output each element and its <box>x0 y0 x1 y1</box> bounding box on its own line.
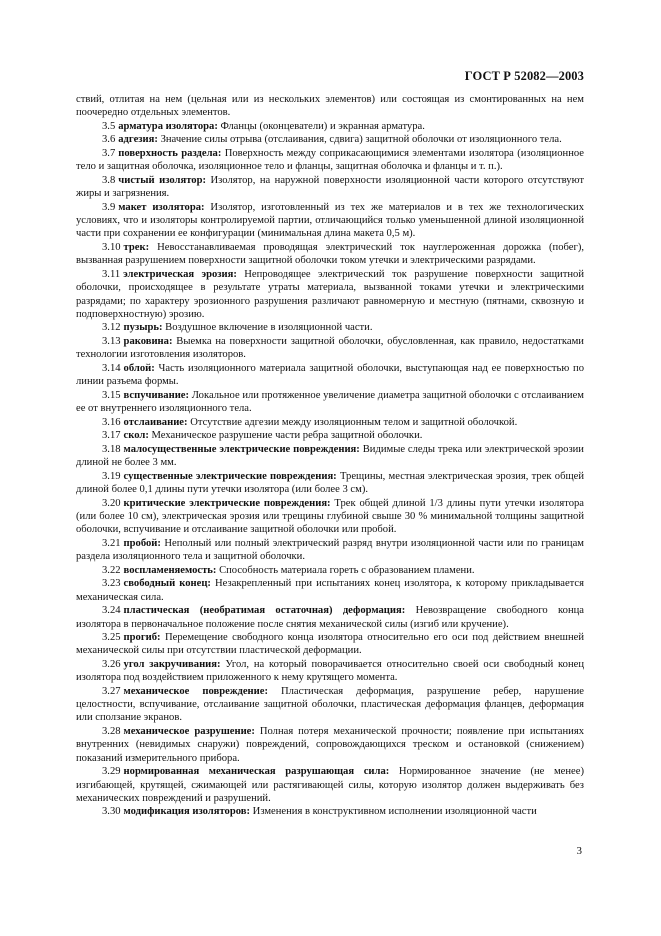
definition-item <box>76 725 584 765</box>
definition-item <box>76 429 584 442</box>
definition-term: пластическая (необратимая остаточная) деформация: <box>123 605 406 617</box>
definition-term: отслаивание: <box>123 416 188 428</box>
definitions-list <box>76 120 584 819</box>
definition-text: Угол, на который поворачивается относительно своей оси свободный конец изолятора под воздействием приложенного к нему крутящего момента. <box>76 659 584 684</box>
definition-number: 3.20 <box>102 497 121 509</box>
definition-text: Невосстанавливаемая проводящая электрический ток науглероженная дорожка (побег), вызванная разрушением поверхности защитной оболочки током утечки и электрическими разрядами. <box>76 242 584 267</box>
definition-term: трек: <box>123 242 150 254</box>
definition-item <box>76 537 584 564</box>
definition-term: малосущественные электрические повреждения: <box>123 443 360 455</box>
definition-number: 3.15 <box>102 389 121 401</box>
page-number: 3 <box>576 845 582 857</box>
definition-text: Фланцы (оконцеватели) и экранная арматура. <box>220 120 425 132</box>
definition-item <box>76 443 584 470</box>
definition-term: облой: <box>123 362 155 374</box>
definition-item <box>76 604 584 631</box>
definition-item <box>76 497 584 537</box>
definition-item <box>76 631 584 658</box>
definition-term: механическое разрушение: <box>123 726 255 738</box>
definition-number: 3.22 <box>102 564 121 576</box>
definition-number: 3.27 <box>102 685 121 697</box>
definition-term: электрическая эрозия: <box>123 268 237 280</box>
definition-item <box>76 133 584 146</box>
definition-number: 3.21 <box>102 537 121 549</box>
definition-text: Трек общей длиной 1/3 длины пути утечки изолятора (или более 10 см), электрическая эрозия или трещины глубиной свыше 30 % минимальной толщины защитной оболочки, вспучивание и отслаивание защитной оболочки или пробой. <box>76 497 584 536</box>
definition-term: критические электрические повреждения: <box>123 497 331 509</box>
definition-term: адгезия: <box>118 134 158 146</box>
definition-item <box>76 321 584 334</box>
definition-text: Способность материала гореть с образованием пламени. <box>219 564 475 576</box>
definition-term: вспучивание: <box>123 389 190 401</box>
definition-number: 3.24 <box>102 605 121 617</box>
standard-header: ГОСТ Р 52082—2003 <box>464 69 584 83</box>
definition-text: Механическое разрушение части ребра защитной оболочки. <box>151 430 423 442</box>
definitions-body <box>76 93 584 819</box>
definition-term: пробой: <box>123 537 161 549</box>
definition-text: Полная потеря механической прочности; появление при испытаниях внутренних (невидимых снаружи) повреждений, сопровождающихся треском и остановкой (снижением) показаний измерительного прибора. <box>76 726 584 764</box>
definition-text: Поверхность между соприкасающимися элементами изолятора (изоляционное тело и защитная оболочка, изоляционное тело и фланцы, защитная оболочка и фланцы и т. п.). <box>76 148 584 173</box>
definition-text: Незакрепленный при испытаниях конец изолятора, к которому прикладывается механическая сила. <box>76 578 585 603</box>
definition-number: 3.28 <box>102 726 121 738</box>
definition-item <box>76 577 584 604</box>
definition-text: Выемка на поверхности защитной оболочки, обусловленная, как правило, недостатками технологии изготовления изоляторов. <box>76 336 584 361</box>
definition-text: Пластическая деформация, разрушение ребер, нарушение целостности, вспучивание, отслаивание защитной оболочки, пластическая деформация фланцев, деформация или сползание экранов. <box>76 685 584 724</box>
definition-text: Локальное или протяженное увеличение диаметра защитной оболочки с отслаиванием ее от внутреннего изоляционного тела. <box>76 389 584 415</box>
definition-number: 3.30 <box>102 806 121 818</box>
definition-item <box>76 805 584 818</box>
definition-term: раковина: <box>123 336 173 348</box>
definition-number: 3.8 <box>102 174 116 186</box>
definition-term: макет изолятора: <box>118 201 205 213</box>
definition-number: 3.18 <box>102 443 121 455</box>
definition-text: Непроводящее электрический ток разрушение поверхности защитной оболочки, происходящее в результате утраты материала, вызванной токами утечки и электрическими разрядами; по характеру эрозионного разрушения различают равномерную и местную (пятнами, сквозную и подповерхностную) эрозию. <box>76 268 584 320</box>
intro-paragraph: ствий, отлитая на нем (цельная или из нескольких элементов) или состоящая из смонтированных на нем поочередно отдельных элементов. <box>76 94 584 119</box>
definition-term: модификация изоляторов: <box>123 806 251 818</box>
definition-term: механическое повреждение: <box>123 685 268 697</box>
definition-item <box>76 685 584 725</box>
definition-item <box>76 174 584 201</box>
definition-text: Изолятор, изготовленный из тех же материалов и в тех же технологических условиях, что и изоляторы контролируемой партии, отличающийся только уменьшенной длиной изоляционной части при сохранении ее конфигурации (минимальная длина макета 0,5 м). <box>76 201 584 240</box>
definition-item <box>76 241 584 268</box>
definition-term: нормированная механическая разрушающая сила: <box>123 766 390 778</box>
definition-item <box>76 335 584 362</box>
definition-number: 3.7 <box>102 148 116 160</box>
definition-term: пузырь: <box>123 322 163 334</box>
definition-item <box>76 362 584 389</box>
definition-term: прогиб: <box>123 632 161 644</box>
definition-text: Перемещение свободного конца изолятора относительно его оси под действием внешней механической силы при отсутствии пластической деформации. <box>76 632 584 657</box>
definition-item <box>76 658 584 685</box>
definition-term: свободный конец: <box>123 578 211 590</box>
definition-number: 3.13 <box>102 336 121 348</box>
definition-text: Часть изоляционного материала защитной оболочки, выступающая над ее поверхностью по линии разъема формы. <box>76 362 584 388</box>
definition-item <box>76 201 584 241</box>
definition-number: 3.19 <box>102 470 121 482</box>
definition-number: 3.9 <box>102 201 116 213</box>
definition-text: Изменения в конструктивном исполнении изоляционной части <box>252 806 537 818</box>
definition-number: 3.26 <box>102 659 121 670</box>
definition-text: Воздушное включение в изоляционной части. <box>165 322 373 334</box>
definition-text: Отсутствие адгезии между изоляционным телом и защитной оболочкой. <box>190 416 518 428</box>
definition-number: 3.16 <box>102 416 121 428</box>
definition-text: Трещины, местная электрическая эрозия, трек общей длиной более 0,1 длины пути утечки изолятора (или более 3 см). <box>76 470 585 496</box>
definition-item <box>76 147 584 174</box>
definition-number: 3.5 <box>102 120 116 132</box>
definition-number: 3.25 <box>102 632 121 644</box>
definition-number: 3.29 <box>102 766 121 778</box>
definition-item <box>76 564 584 577</box>
definition-term: поверхность раздела: <box>118 148 222 160</box>
definition-number: 3.14 <box>102 362 121 374</box>
definition-text: Значение силы отрыва (отслаивания, сдвига) защитной оболочки от изоляционного тела. <box>160 134 562 146</box>
definition-text: Нормированное значение (не менее) изгибающей, крутящей, сжимающей или растягивающей силы, которую изолятор должен выдерживать без механических повреждений и разрушений. <box>76 766 584 804</box>
definition-text: Видимые следы трека или электрической эрозии длиной не более 3 мм. <box>76 443 584 469</box>
definition-term: арматура изолятора: <box>118 120 218 132</box>
definition-term: существенные электрические повреждения: <box>123 470 337 482</box>
definition-term: угол закручивания: <box>123 659 221 670</box>
definition-item <box>76 389 584 416</box>
definition-number: 3.23 <box>102 578 121 590</box>
definition-number: 3.12 <box>102 322 121 334</box>
definition-item <box>76 268 584 321</box>
definition-item <box>76 470 584 497</box>
definition-term: скол: <box>123 430 149 442</box>
definition-item <box>76 416 584 429</box>
definition-text: Невозвращение свободного конца изолятора в первоначальное положение после снятия механической силы (изгиб или кручение). <box>76 605 584 630</box>
definition-number: 3.17 <box>102 430 121 442</box>
definition-item <box>76 765 584 805</box>
definition-item <box>76 120 584 133</box>
definition-text: Изолятор, на наружной поверхности изоляционной части которого отсутствуют жиры и загрязнения. <box>76 174 585 200</box>
definition-number: 3.10 <box>102 242 121 254</box>
definition-term: чистый изолятор: <box>118 174 207 186</box>
definition-number: 3.6 <box>102 134 116 146</box>
definition-term: воспламеняемость: <box>123 564 217 576</box>
definition-number: 3.11 <box>102 268 121 280</box>
definition-text: Неполный или полный электрический разряд внутри изоляционной части или по границам раздела изоляционного тела и защитной оболочки. <box>76 537 584 563</box>
